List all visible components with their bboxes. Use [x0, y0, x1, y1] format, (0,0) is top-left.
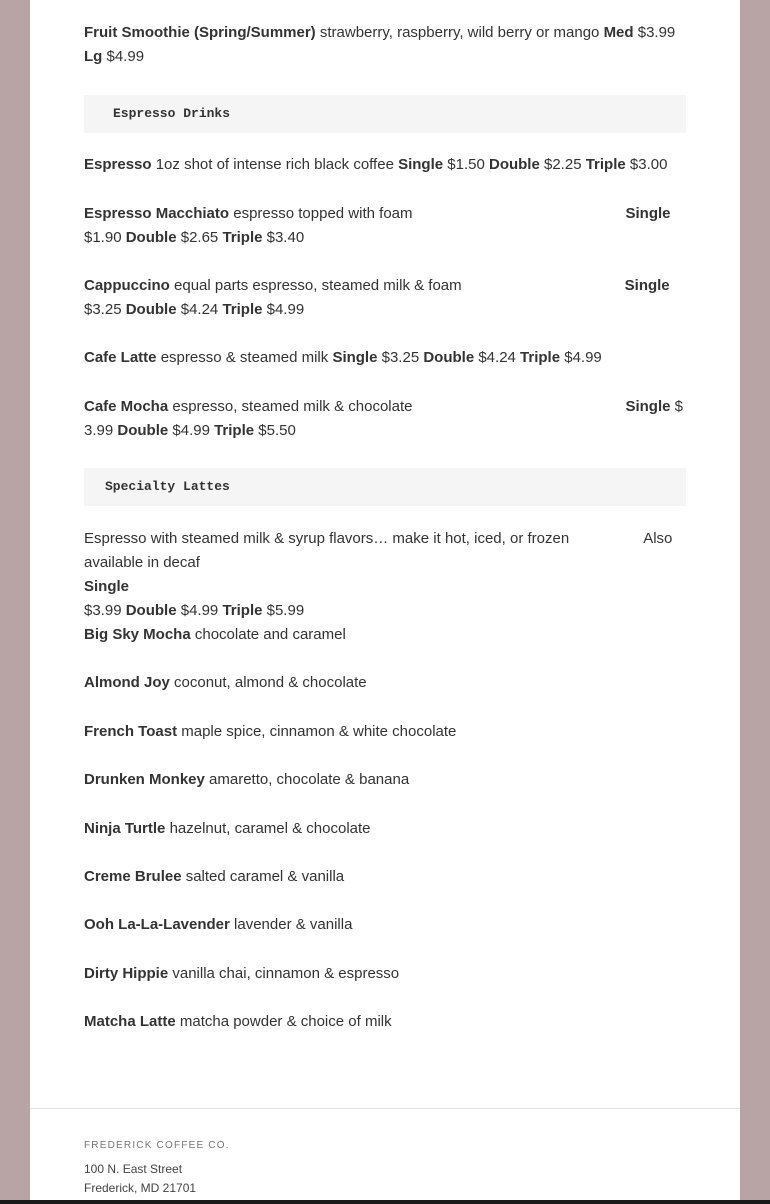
item-description: salted caramel & vanilla	[181, 868, 345, 885]
decaf-note-also: Also	[643, 530, 673, 547]
item-description: chocolate and caramel	[190, 626, 346, 643]
price-single-part: $	[670, 398, 683, 415]
item-description: amaretto, chocolate & banana	[204, 771, 410, 788]
footer-brand-name: FREDERICK COFFEE CO.	[84, 1140, 230, 1151]
menu-item-big-sky-mocha	[84, 623, 686, 647]
item-description: espresso & steamed milk	[156, 349, 333, 366]
size-label-triple: Triple	[585, 156, 626, 173]
price-double: $2.25	[539, 156, 586, 173]
price-single: $3.25	[377, 349, 424, 366]
price-double: $4.24	[176, 301, 223, 318]
item-name: Ooh La-La-Lavender	[84, 916, 230, 933]
intro-text: Espresso with steamed milk & syrup flavors… make it hot, iced, or frozen	[84, 530, 570, 547]
size-label-triple: Triple	[520, 349, 561, 366]
menu-item-ninja-turtle	[84, 817, 686, 841]
section-header-espresso-drinks: Espresso Drinks	[84, 95, 686, 133]
menu-item-cafe-mocha	[84, 395, 686, 443]
item-description: lavender & vanilla	[229, 916, 353, 933]
section-header-specialty-lattes: Specialty Lattes	[84, 468, 686, 506]
item-description: espresso topped with foam	[229, 205, 413, 222]
item-name: French Toast	[84, 723, 178, 740]
decaf-note: available in decaf	[84, 554, 200, 571]
item-name: Cafe Mocha	[84, 398, 169, 415]
item-description: hazelnut, caramel & chocolate	[165, 820, 371, 837]
price-double: $4.99	[168, 422, 215, 439]
menu-item-ooh-la-la-lavender	[84, 913, 686, 937]
menu-item-almond-joy	[84, 671, 686, 695]
price-triple: $5.50	[254, 422, 296, 439]
item-description: maple spice, cinnamon & white chocolate	[177, 723, 457, 740]
footer-address-city: Frederick, MD 21701	[84, 1181, 197, 1195]
menu-item-espresso	[84, 153, 686, 177]
size-label-single: Single	[624, 277, 670, 294]
size-label-single: Single	[332, 349, 378, 366]
item-description: 1oz shot of intense rich black coffee	[151, 156, 399, 173]
item-name: Almond Joy	[84, 674, 170, 691]
footer-divider	[30, 1108, 740, 1109]
item-description: strawberry, raspberry, wild berry or mango	[315, 24, 604, 41]
size-label-double: Double	[117, 422, 169, 439]
page-content-area	[30, 0, 740, 1200]
item-name: Drunken Monkey	[84, 771, 205, 788]
item-name: Espresso	[84, 156, 152, 173]
size-label-single: Single	[398, 156, 444, 173]
menu-item-matcha-latte	[84, 1010, 686, 1034]
menu-item-cafe-latte	[84, 346, 686, 370]
menu-item-french-toast	[84, 720, 686, 744]
price-double: $2.65	[176, 229, 223, 246]
item-name: Fruit Smoothie (Spring/Summer)	[84, 24, 316, 41]
size-label-double: Double	[125, 602, 177, 619]
size-label-med: Med	[603, 24, 634, 41]
menu-item-drunken-monkey	[84, 768, 686, 792]
size-label-double: Double	[125, 229, 177, 246]
price-triple: $5.99	[262, 602, 305, 619]
size-label-double: Double	[125, 301, 177, 318]
size-label-single: Single	[625, 398, 671, 415]
price-triple: $3.40	[262, 229, 305, 246]
menu-item-fruit-smoothie	[84, 21, 686, 69]
size-label-lg: Lg	[84, 48, 103, 65]
price-triple: $4.99	[560, 349, 602, 366]
size-label-triple: Triple	[222, 301, 263, 318]
price-double: $4.99	[176, 602, 223, 619]
size-label-double: Double	[488, 156, 540, 173]
price-single: 3.99	[84, 422, 118, 439]
window-bottom-edge	[0, 1200, 770, 1204]
item-description: coconut, almond & chocolate	[169, 674, 367, 691]
price-triple: $3.00	[625, 156, 668, 173]
item-name: Espresso Macchiato	[84, 205, 230, 222]
price-triple: $4.99	[262, 301, 305, 318]
footer-address-street: 100 N. East Street	[84, 1162, 183, 1176]
item-description: vanilla chai, cinnamon & espresso	[168, 965, 400, 982]
size-label-triple: Triple	[222, 229, 263, 246]
item-name: Creme Brulee	[84, 868, 182, 885]
item-name: Matcha Latte	[84, 1013, 176, 1030]
size-label-single: Single	[84, 578, 130, 595]
item-name: Big Sky Mocha	[84, 626, 191, 643]
item-description: espresso, steamed milk & chocolate	[168, 398, 413, 415]
menu-item-espresso-macchiato	[84, 202, 686, 250]
price-lg: $4.99	[102, 48, 145, 65]
item-description: equal parts espresso, steamed milk & foam	[169, 277, 462, 294]
price-single: $3.25	[84, 301, 126, 318]
price-single: $1.90	[84, 229, 126, 246]
item-name: Cafe Latte	[84, 349, 157, 366]
item-name: Dirty Hippie	[84, 965, 169, 982]
price-med: $3.99	[633, 24, 676, 41]
size-label-triple: Triple	[214, 422, 255, 439]
item-description: matcha powder & choice of milk	[175, 1013, 392, 1030]
specialty-lattes-intro	[84, 527, 686, 623]
menu-item-creme-brulee	[84, 865, 686, 889]
menu-item-cappuccino	[84, 274, 686, 322]
item-name: Cappuccino	[84, 277, 170, 294]
size-label-triple: Triple	[222, 602, 263, 619]
menu-item-dirty-hippie	[84, 962, 686, 986]
price-single: $3.99	[84, 602, 126, 619]
size-label-single: Single	[625, 205, 671, 222]
item-name: Ninja Turtle	[84, 820, 166, 837]
price-single: $1.50	[443, 156, 489, 173]
size-label-double: Double	[423, 349, 475, 366]
price-double: $4.24	[474, 349, 521, 366]
